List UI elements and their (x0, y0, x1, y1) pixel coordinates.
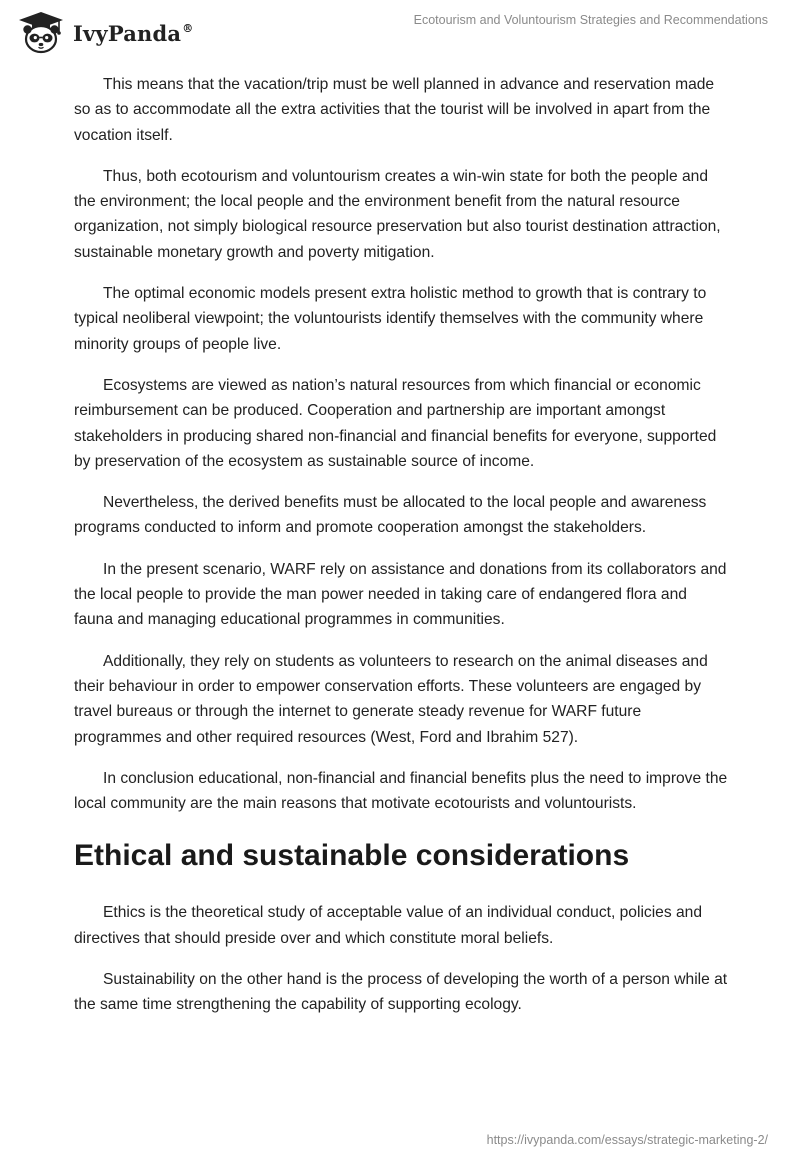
paragraph: The optimal economic models present extra holistic method to growth that is contrary to typical neoliberal viewpoint; the voluntourists identify themselves with the community where minority groups of people live. (74, 285, 707, 353)
paragraph: Ecosystems are viewed as nation’s natural resources from which financial or economic reimbursement can be produced. Cooperation and partnership are important amongst stakeholders in producing shared non-financial and financial benefits for everyone, supported by preservation of the ecosystem as sustainable source of income. (74, 376, 717, 470)
document-title: Ecotourism and Voluntourism Strategies and Recommendations (413, 13, 768, 27)
panda-graduate-icon (15, 10, 67, 54)
paragraph: Sustainability on the other hand is the process of developing the worth of a person while at the same time strengthening the capability of supporting ecology. (74, 971, 728, 1014)
page-header (0, 0, 800, 66)
paragraph: In the present scenario, WARF rely on assistance and donations from its collaborators and the local people to provide the man power needed in taking care of endangered flora and fauna and managing educational programmes in communities. (74, 560, 727, 629)
paragraph: Nevertheless, the derived benefits must be allocated to the local people and awareness programs conducted to inform and promote cooperation amongst the stakeholders. (74, 494, 707, 537)
essay-content (74, 72, 730, 1034)
paragraph: This means that the vacation/trip must be well planned in advance and reservation made so as to accommodate all the extra activities that the tourist will be involved in apart from the vocation itself. (74, 76, 715, 144)
logo-wordmark: IvyPanda® (73, 20, 194, 46)
paragraph: Ethics is the theoretical study of acceptable value of an individual conduct, policies and directives that should preside over and which constitute moral beliefs. (74, 904, 702, 947)
paragraph: Thus, both ecotourism and voluntourism creates a win-win state for both the people and the environment; the local people and the environment benefit from the natural resource organization, not simply biological resource preservation but also tourist destination attraction, sustainable monetary growth and poverty mitigation. (74, 167, 721, 261)
paragraph: In conclusion educational, non-financial and financial benefits plus the need to improve the local community are the main reasons that motivate ecotourists and voluntourists. (74, 769, 728, 813)
paragraph: Additionally, they rely on students as volunteers to research on the animal diseases and their behaviour in order to empower conservation efforts. These volunteers are engaged by travel bureaus or through the internet to generate steady revenue for WARF future programmes and other required resources (West, Ford and Ibrahim 527). (74, 652, 708, 746)
section-heading: Ethical and sustainable considerations (74, 839, 630, 873)
ivypanda-logo[interactable] (15, 10, 193, 54)
source-url[interactable]: https://ivypanda.com/essays/strategic-marketing-2/ (486, 1133, 768, 1147)
